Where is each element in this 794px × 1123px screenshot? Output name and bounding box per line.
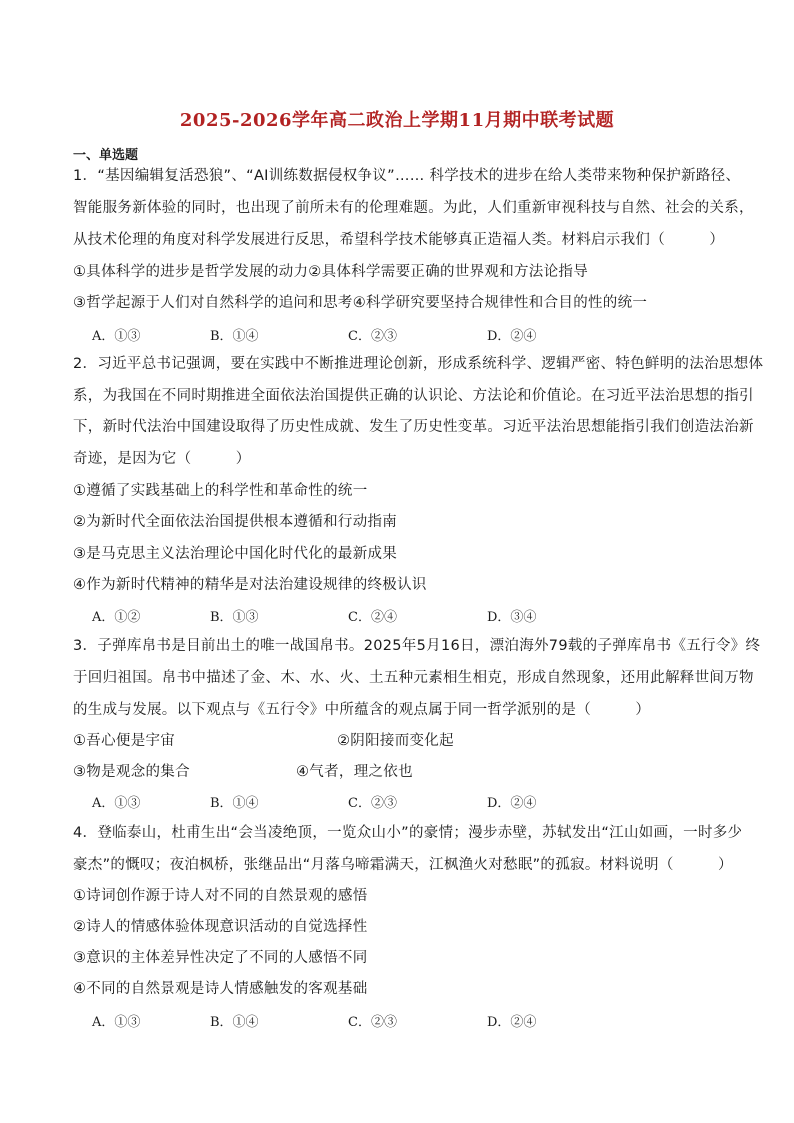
question-1-option-d[interactable]: D．②④ xyxy=(487,329,537,344)
question-3-line-2: 于回归祖国。帛书中描述了金、木、水、火、土五种元素相生相克，形成自然现象，还用此解释世间万物 xyxy=(73,670,754,686)
question-3-statement-3: ③物是观念的集合 xyxy=(73,764,190,780)
question-2-option-b[interactable]: B．①③ xyxy=(210,610,259,625)
question-1-line-2: 智能服务新体验的同时，也出现了前所未有的伦理难题。为此，人们重新审视科技与自然、社会的关系， xyxy=(73,200,754,216)
question-3-option-b[interactable]: B．①④ xyxy=(210,796,259,811)
question-4-option-b[interactable]: B．①④ xyxy=(210,1015,259,1030)
question-1-option-c[interactable]: C．②③ xyxy=(348,329,397,344)
question-3-option-a[interactable]: A．①③ xyxy=(92,796,141,811)
question-1-option-b[interactable]: B．①④ xyxy=(210,329,259,344)
question-1-line-3: 从技术伦理的角度对科学发展进行反思，希望科学技术能够真正造福人类。材料启示我们（ ） xyxy=(73,232,725,248)
question-4-option-a[interactable]: A．①③ xyxy=(92,1015,141,1030)
question-2-option-a[interactable]: A．①② xyxy=(92,610,141,625)
question-2-statement-3: ③是马克思主义法治理论中国化时代化的最新成果 xyxy=(73,546,398,562)
page-title: 2025-2026学年高二政治上学期11月期中联考试题 xyxy=(179,110,615,131)
question-2-statement-2: ②为新时代全面依法治国提供根本遵循和行动指南 xyxy=(73,514,398,530)
question-2-option-d[interactable]: D．③④ xyxy=(487,610,537,625)
question-1-option-a[interactable]: A．①③ xyxy=(92,329,141,344)
question-3-option-d[interactable]: D．②④ xyxy=(487,796,537,811)
question-4-line-2: 豪杰”的慨叹；夜泊枫桥，张继品出“月落乌啼霜满天，江枫渔火对愁眠”的孤寂。材料说明（ ） xyxy=(73,857,733,873)
question-4-option-c[interactable]: C．②③ xyxy=(348,1015,397,1030)
question-1-line-1: 1．“基因编辑复活恐狼”、“AI训练数据侵权争议”…… 科学技术的进步在给人类带来物种保护新路径、 xyxy=(73,168,741,184)
section-heading: 一、单选题 xyxy=(73,148,139,163)
question-1-statement-2: ③哲学起源于人们对自然科学的追问和思考④科学研究要坚持合规律性和合目的性的统一 xyxy=(73,295,648,311)
question-3-statement-2: ②阴阳接而变化起 xyxy=(337,733,454,749)
question-1-statement-1: ①具体科学的进步是哲学发展的动力②具体科学需要正确的世界观和方法论指导 xyxy=(73,264,588,280)
question-4-line-1: 4．登临泰山，杜甫生出“会当凌绝顶，一览众山小”的豪情；漫步赤壁，苏轼发出“江山如画，一时多少 xyxy=(73,825,743,841)
question-3-line-1: 3．子弹库帛书是目前出土的唯一战国帛书。2025年5月16日，漂泊海外79载的子弹库帛书《五行令》终 xyxy=(73,638,761,654)
question-4-statement-4: ④不同的自然景观是诗人情感触发的客观基础 xyxy=(73,981,368,997)
question-2-line-4: 奇迹，是因为它（ ） xyxy=(73,451,251,467)
question-3-line-3: 的生成与发展。以下观点与《五行令》中所蕴含的观点属于同一哲学派别的是（ ） xyxy=(73,702,651,718)
question-2-statement-4: ④作为新时代精神的精华是对法治建设规律的终极认识 xyxy=(73,577,427,593)
question-2-line-2: 系，为我国在不同时期推进全面依法治国提供正确的认识论、方法论和价值论。在习近平法治思想的指引 xyxy=(73,388,754,404)
question-3-statement-4: ④气者，理之依也 xyxy=(296,764,413,780)
question-2-line-3: 下，新时代法治中国建设取得了历史性成就、发生了历史性变革。习近平法治思想能指引我们创造法治新 xyxy=(73,419,754,435)
question-4-statement-3: ③意识的主体差异性决定了不同的人感悟不同 xyxy=(73,950,368,966)
question-3-statement-1: ①吾心便是宇宙 xyxy=(73,733,176,749)
question-2-statement-1: ①遵循了实践基础上的科学性和革命性的统一 xyxy=(73,483,368,499)
question-4-statement-2: ②诗人的情感体验体现意识活动的自觉选择性 xyxy=(73,919,368,935)
question-4-option-d[interactable]: D．②④ xyxy=(487,1015,537,1030)
question-2-line-1: 2．习近平总书记强调，要在实践中不断推进理论创新，形成系统科学、逻辑严密、特色鲜明的法治思想体 xyxy=(73,356,764,372)
question-3-option-c[interactable]: C．②③ xyxy=(348,796,397,811)
question-4-statement-1: ①诗词创作源于诗人对不同的自然景观的感悟 xyxy=(73,888,368,904)
question-2-option-c[interactable]: C．②④ xyxy=(348,610,397,625)
